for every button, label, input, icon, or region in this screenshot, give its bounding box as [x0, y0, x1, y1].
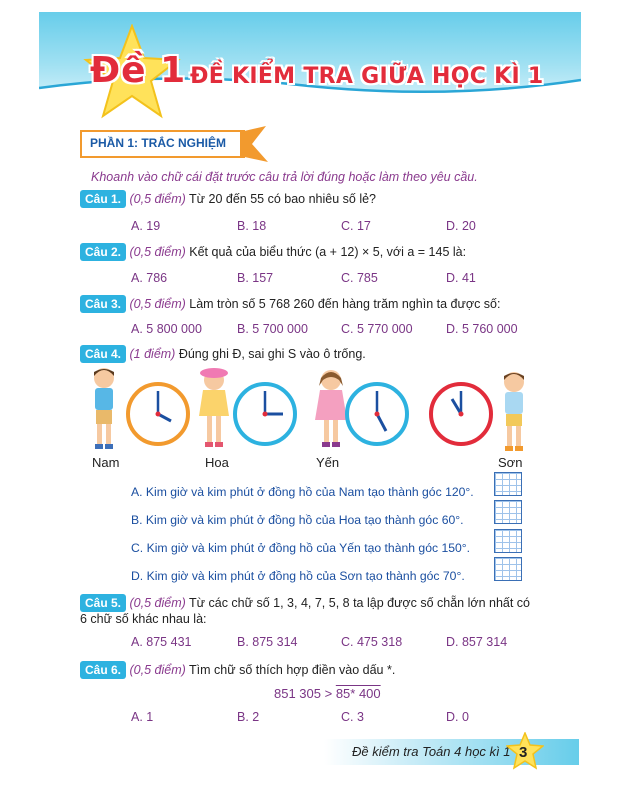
question-text: Đúng ghi Đ, sai ghi S vào ô trống.	[178, 347, 366, 361]
kid-name-hoa: Hoa	[205, 455, 229, 470]
option-d[interactable]: D. 857 314	[446, 635, 508, 649]
statement-c: C. Kim giờ và kim phút ở đồng hồ của Yến tạo thành góc 150°.	[131, 541, 471, 555]
question-points: (0,5 điểm)	[129, 596, 186, 610]
question-5-continued: 6 chữ số khác nhau là:	[80, 612, 207, 626]
option-b[interactable]: B. 157	[237, 271, 274, 285]
clock-nam-icon	[125, 381, 191, 447]
option-c[interactable]: C. 785	[341, 271, 378, 285]
question-points: (0,5 điểm)	[129, 192, 186, 206]
option-a[interactable]: A. 19	[131, 219, 161, 233]
answer-box-d[interactable]	[494, 557, 522, 581]
question-tag: Câu 6.	[80, 661, 126, 679]
kid-hoa-figure	[196, 366, 232, 452]
page-title: ĐỀ KIỂM TRA GIỮA HỌC KÌ 1	[190, 64, 544, 89]
option-a[interactable]: A. 875 431	[131, 635, 192, 649]
section-title: PHẦN 1: TRẮC NGHIỆM	[90, 136, 227, 150]
statement-d: D. Kim giờ và kim phút ở đồng hồ của Sơn tạo thành góc 70°.	[131, 569, 465, 583]
question-points: (0,5 điểm)	[129, 245, 186, 259]
question-tag: Câu 5.	[80, 594, 126, 612]
clock-yen-icon	[344, 381, 410, 447]
question-text: Kết quả của biểu thức (a + 12) × 5, với a = 145 là:	[189, 245, 467, 259]
section-label	[80, 130, 260, 158]
option-d[interactable]: D. 41	[446, 271, 476, 285]
instruction: Khoanh vào chữ cái đặt trước câu trả lời đúng hoặc làm theo yêu cầu.	[91, 170, 478, 184]
option-d[interactable]: D. 5 760 000	[446, 322, 518, 336]
kid-name-nam: Nam	[92, 455, 120, 470]
option-b[interactable]: B. 2	[237, 710, 260, 724]
question-tag: Câu 1.	[80, 190, 126, 208]
question-5	[80, 594, 530, 612]
option-a[interactable]: A. 5 800 000	[131, 322, 202, 336]
clock-son-icon	[428, 381, 494, 447]
option-c[interactable]: C. 17	[341, 219, 371, 233]
option-c[interactable]: C. 475 318	[341, 635, 403, 649]
question-1	[80, 190, 376, 208]
option-b[interactable]: B. 875 314	[237, 635, 298, 649]
clock-hoa-icon	[232, 381, 298, 447]
kid-name-son: Sơn	[498, 455, 523, 470]
kid-name-yen: Yến	[316, 455, 340, 470]
inequality-left: 851 305 >	[274, 686, 336, 701]
question-tag: Câu 2.	[80, 243, 126, 261]
kid-nam-figure	[86, 366, 122, 452]
question-tag: Câu 3.	[80, 295, 126, 313]
question-points: (0,5 điểm)	[129, 663, 186, 677]
question-text: Làm tròn số 5 768 260 đến hàng trăm nghìn ta được số:	[189, 297, 501, 311]
option-c[interactable]: C. 5 770 000	[341, 322, 413, 336]
question-2	[80, 243, 466, 261]
answer-box-b[interactable]	[494, 500, 522, 524]
question-points: (0,5 điểm)	[129, 297, 186, 311]
exam-number: Đề 1	[90, 50, 187, 91]
question-4	[80, 345, 366, 363]
option-a[interactable]: A. 1	[131, 710, 154, 724]
question-6	[80, 661, 395, 679]
option-a[interactable]: A. 786	[131, 271, 168, 285]
question-text: Từ các chữ số 1, 3, 4, 7, 5, 8 ta lập được số chẵn lớn nhất có	[189, 596, 531, 610]
footer-title: Đề kiểm tra Toán 4 học kì 1	[352, 744, 511, 759]
statement-a: A. Kim giờ và kim phút ở đồng hồ của Nam tạo thành góc 120°.	[131, 485, 474, 499]
kid-son-figure	[496, 370, 532, 456]
option-b[interactable]: B. 18	[237, 219, 267, 233]
option-b[interactable]: B. 5 700 000	[237, 322, 308, 336]
option-d[interactable]: D. 0	[446, 710, 469, 724]
question-text: Từ 20 đến 55 có bao nhiêu số lẻ?	[189, 192, 377, 206]
inequality-right: 85* 400	[335, 686, 381, 701]
option-d[interactable]: D. 20	[446, 219, 476, 233]
question-points: (1 điểm)	[129, 347, 176, 361]
question-text: Tìm chữ số thích hợp điền vào dấu *.	[189, 663, 396, 677]
option-c[interactable]: C. 3	[341, 710, 364, 724]
inequality	[274, 686, 381, 701]
question-3	[80, 295, 500, 313]
page-number: 3	[519, 744, 528, 761]
question-tag: Câu 4.	[80, 345, 126, 363]
answer-box-a[interactable]	[494, 472, 522, 496]
answer-box-c[interactable]	[494, 529, 522, 553]
statement-b: B. Kim giờ và kim phút ở đồng hồ của Hoa tạo thành góc 60°.	[131, 513, 464, 527]
ribbon-flag-icon	[240, 126, 270, 162]
